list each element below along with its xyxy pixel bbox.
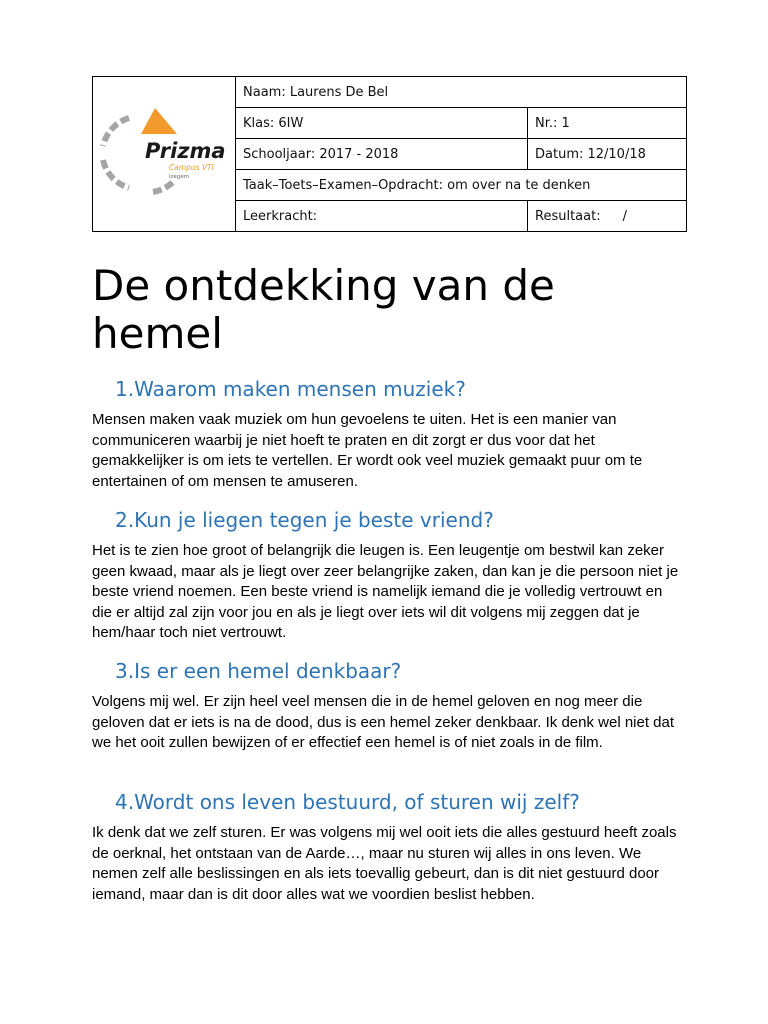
leerkracht-field: Leerkracht:	[236, 201, 528, 232]
taak-field: Taak–Toets–Examen–Opdracht: om over na te denken	[236, 170, 687, 201]
question-heading-3: 3.Is er een hemel denkbaar?	[115, 659, 402, 683]
answer-paragraph-2: Het is te zien hoe groot of belangrijk die leugen is. Een leugentje om bestwil kan zeker geen kwaad, maar als je liegt over zeer belangrijke zaken, dan kan je die persoon niet je beste vriend noemen. Een beste vriend is namelijk iemand die je volledig vertrouwt en die er altijd zal zijn voor jou en als je liegt over iets wil dit volgens mij zeggen dat je hem/haar toch niet vertrouwt.	[92, 542, 679, 642]
svg-text:Campus VTI: Campus VTI	[169, 163, 214, 172]
nr-field: Nr.: 1	[528, 108, 687, 139]
school-logo	[93, 78, 236, 230]
svg-text:Prizma: Prizma	[145, 139, 226, 163]
resultaat-label: Resultaat:	[535, 208, 601, 224]
naam-field: Naam: Laurens De Bel	[236, 77, 687, 108]
resultaat-field	[528, 201, 687, 232]
question-heading-4: 4.Wordt ons leven bestuurd, of sturen wij zelf?	[115, 790, 580, 814]
answer-paragraph-3: Volgens mij wel. Er zijn heel veel mensen die in de hemel geloven en nog meer die geloven dat er iets is na de dood, dus is een hemel zeker denkbaar. Ik denk wel niet dat we het ooit zullen bewijzen of er effectief een hemel is of niet zoals in de film.	[92, 693, 675, 752]
prizma-logo-icon	[93, 78, 236, 230]
klas-field: Klas: 6IW	[236, 108, 528, 139]
document-title: De ontdekking van de hemel	[92, 261, 555, 358]
svg-text:Izegem: Izegem	[169, 174, 190, 180]
question-heading-2: 2.Kun je liegen tegen je beste vriend?	[115, 508, 494, 532]
resultaat-slash: /	[622, 208, 627, 224]
datum-field: Datum: 12/10/18	[528, 139, 687, 170]
header-table	[92, 76, 687, 232]
answer-paragraph-4: Ik denk dat we zelf sturen. Er was volgens mij wel ooit iets die alles gestuurd heeft zoals de oerknal, het ontstaan van de Aarde…, maar nu sturen wij alles in ons leven. We nemen zelf alle beslissingen en als iets toevallig gebeurt, dan is dit niet gestuurd door iemand, maar dan is dit door alles wat we voordien beslist hebben.	[92, 824, 677, 903]
question-heading-1: 1.Waarom maken mensen muziek?	[115, 377, 466, 401]
schooljaar-field: Schooljaar: 2017 - 2018	[236, 139, 528, 170]
answer-paragraph-1: Mensen maken vaak muziek om hun gevoelens te uiten. Het is een manier van communiceren waarbij je niet hoeft te praten en dit zorgt er dus voor dat het gemakkelijker is om iets te vertellen. Er wordt ook veel muziek gemaakt puur om te entertainen of om mensen te amuseren.	[92, 411, 643, 490]
logo-cell	[93, 77, 236, 232]
